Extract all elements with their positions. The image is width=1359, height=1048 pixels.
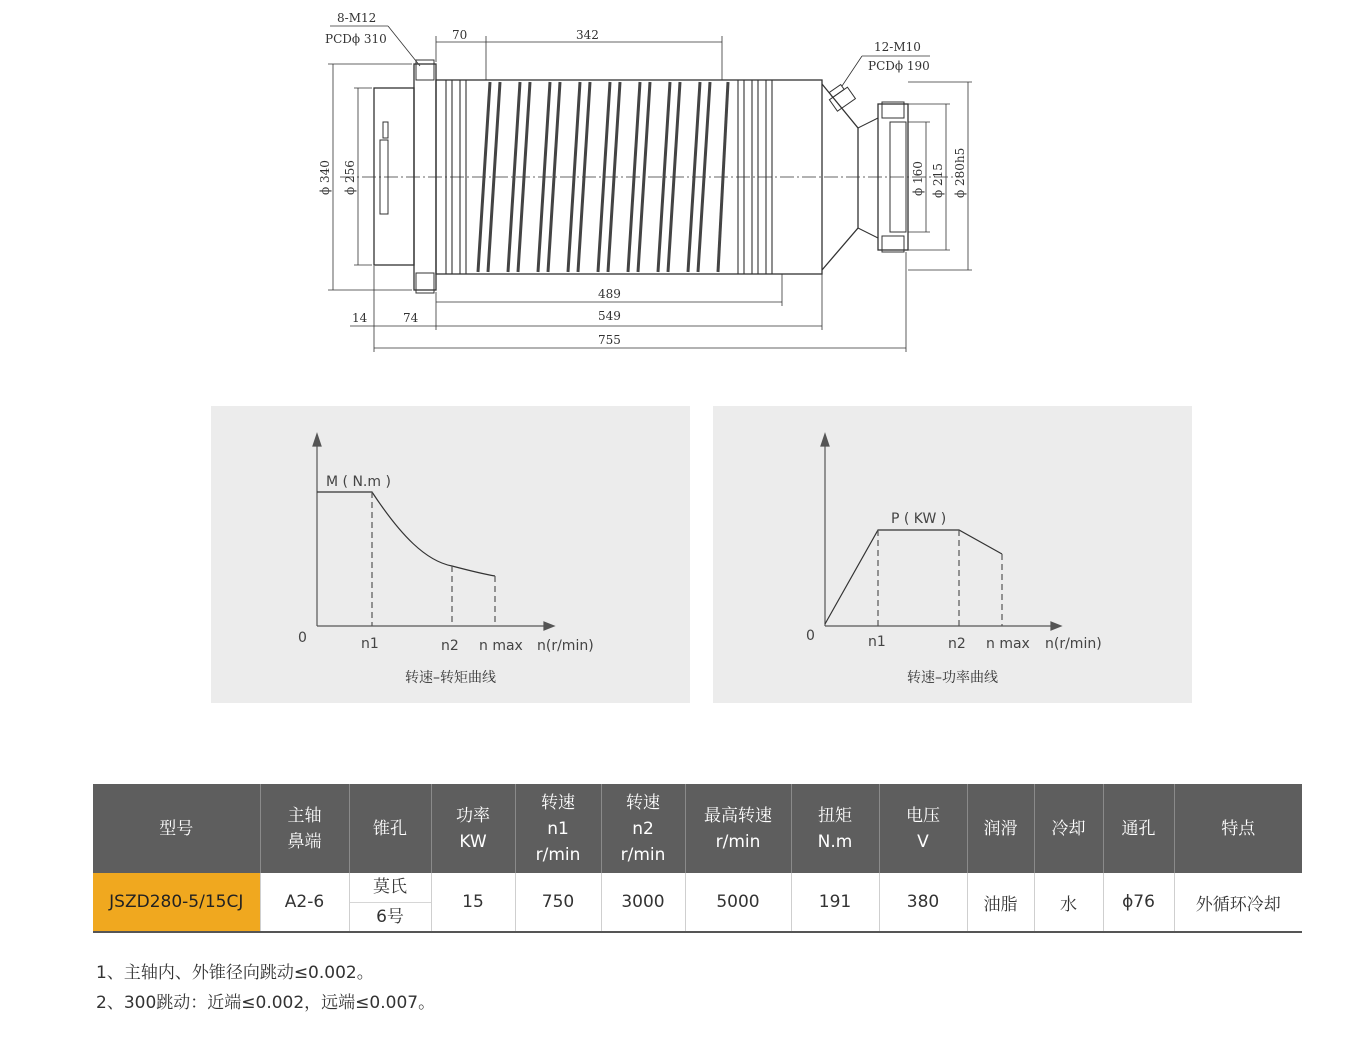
x-axis-label: n(r/min) [537, 638, 594, 654]
dim-label: 12-M10 [874, 40, 921, 54]
table-header-row [93, 784, 1302, 873]
cell-cooling: 水 [1034, 873, 1103, 932]
header-spindle-nose: 主轴 鼻端 [260, 784, 349, 873]
cell-through-hole: ϕ76 [1103, 873, 1174, 932]
tick-label: n1 [868, 634, 886, 650]
cell-spindle-nose: A2-6 [260, 873, 349, 932]
cell-voltage: 380 [879, 873, 967, 932]
header-through-hole: 通孔 [1103, 784, 1174, 873]
spec-table [93, 784, 1302, 933]
cell-torque: 191 [791, 873, 879, 932]
dim-label: ϕ 256 [343, 160, 357, 195]
tick-label: n1 [361, 636, 379, 652]
x-axis-label: n(r/min) [1045, 636, 1102, 652]
tick-label: n max [479, 638, 523, 654]
spindle-technical-drawing [300, 5, 1000, 365]
origin-label: 0 [298, 630, 307, 646]
power-curve-diagram [713, 406, 1192, 703]
torque-curve-panel [211, 406, 690, 703]
note-line-2: 2、300跳动：近端≤0.002，远端≤0.007。 [96, 993, 436, 1013]
cell-power: 15 [431, 873, 515, 932]
dim-label: ϕ 160 [911, 161, 925, 196]
dim-label: ϕ 215 [931, 163, 945, 198]
header-cooling: 冷却 [1034, 784, 1103, 873]
header-features: 特点 [1174, 784, 1302, 873]
torque-curve-diagram [211, 406, 690, 703]
dim-label: 755 [598, 333, 621, 347]
header-taper: 锥孔 [349, 784, 431, 873]
cell-max-speed: 5000 [685, 873, 791, 932]
dim-label: 489 [598, 287, 621, 301]
dim-label: ϕ 280h5 [953, 147, 967, 198]
y-axis-label: P ( KW ) [891, 511, 947, 527]
header-max-speed: 最高转速 r/min [685, 784, 791, 873]
tick-label: n2 [948, 636, 966, 652]
dim-label: ϕ 340 [318, 160, 332, 195]
origin-label: 0 [806, 628, 815, 644]
cell-features: 外循环冷却 [1174, 873, 1302, 932]
header-speed-n2: 转速 n2 r/min [601, 784, 685, 873]
dim-label: 549 [598, 309, 621, 323]
power-curve-panel [713, 406, 1192, 703]
dim-label: 8-M12 [337, 11, 377, 25]
tick-label: n max [986, 636, 1030, 652]
power-curve-caption: 转速–功率曲线 [907, 670, 998, 686]
dim-label: 74 [403, 311, 419, 325]
cell-lubrication: 油脂 [967, 873, 1034, 932]
dim-label: PCDϕ 190 [868, 59, 930, 73]
dim-label: PCDϕ 310 [325, 32, 387, 46]
torque-curve-caption: 转速–转矩曲线 [405, 670, 496, 686]
dim-label: 342 [576, 28, 599, 42]
header-speed-n1: 转速 n1 r/min [515, 784, 601, 873]
y-axis-label: M ( N.m ) [326, 474, 391, 490]
cell-speed-n2: 3000 [601, 873, 685, 932]
table-row [93, 873, 1302, 932]
dim-label: 14 [352, 311, 368, 325]
note-line-1: 1、主轴内、外锥径向跳动≤0.002。 [96, 963, 374, 983]
tick-label: n2 [441, 638, 459, 654]
header-model: 型号 [93, 784, 260, 873]
header-voltage: 电压 V [879, 784, 967, 873]
cell-taper: 莫氏 6号 [349, 873, 431, 932]
header-lubrication: 润滑 [967, 784, 1034, 873]
cell-speed-n1: 750 [515, 873, 601, 932]
cell-model: JSZD280-5/15CJ [93, 873, 260, 932]
header-torque: 扭矩 N.m [791, 784, 879, 873]
header-power: 功率 KW [431, 784, 515, 873]
dim-label: 70 [452, 28, 468, 42]
